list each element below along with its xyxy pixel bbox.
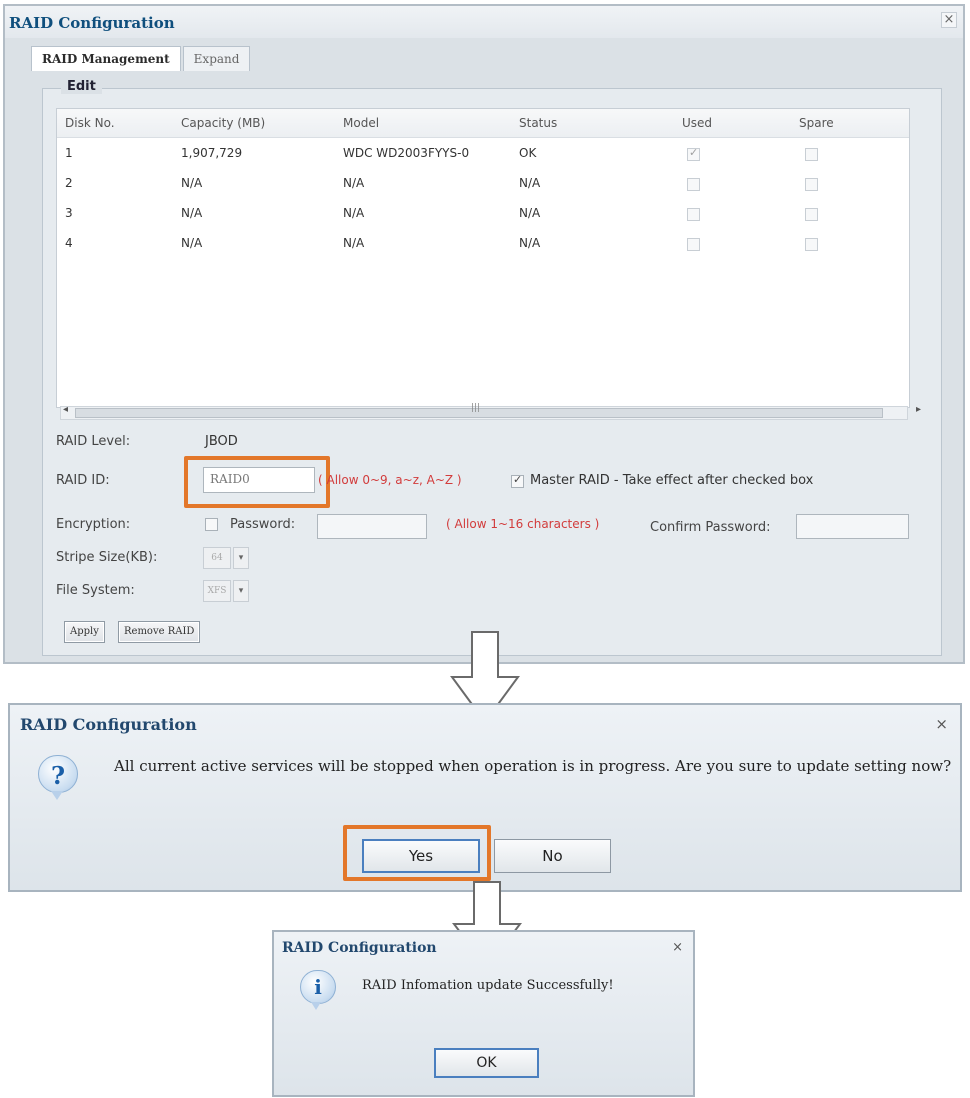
chevron-down-icon[interactable]: ▾ [233, 547, 249, 569]
confirm-message: All current active services will be stopped when operation is in progress. Are you sure to update setting now? [114, 757, 952, 775]
status: OK [519, 146, 537, 160]
window-title: RAID Configuration [9, 14, 175, 32]
table-row[interactable] [57, 139, 909, 169]
close-icon[interactable]: × [935, 715, 948, 733]
file-system-label: File System: [56, 583, 135, 598]
col-disk-no[interactable]: Disk No. [65, 116, 115, 130]
model: N/A [343, 176, 365, 190]
disk-table-header [57, 109, 909, 138]
edit-group-title: Edit [61, 79, 102, 94]
close-icon[interactable]: × [941, 12, 957, 28]
remove-raid-button[interactable]: Remove RAID [118, 621, 200, 643]
password-input[interactable] [317, 514, 427, 539]
spare-checkbox[interactable] [805, 238, 818, 251]
model: N/A [343, 206, 365, 220]
col-model[interactable]: Model [343, 116, 380, 130]
highlight-box-yes [343, 825, 491, 881]
spare-checkbox[interactable] [805, 178, 818, 191]
raid-id-input[interactable]: RAID0 [203, 467, 315, 493]
raid-id-label: RAID ID: [56, 473, 110, 488]
dialog-title: RAID Configuration [282, 940, 437, 956]
used-checkbox[interactable] [687, 208, 700, 221]
disk-no: 4 [65, 236, 73, 250]
tab-expand[interactable]: Expand [183, 46, 251, 71]
password-label: Password: [230, 517, 296, 532]
scroll-right-icon[interactable]: ▸ [915, 404, 921, 415]
table-row[interactable] [57, 229, 909, 259]
tab-bar [31, 46, 252, 72]
capacity: N/A [181, 206, 203, 220]
window-titlebar [5, 6, 963, 38]
no-button[interactable]: No [494, 839, 611, 873]
table-row[interactable] [57, 199, 909, 229]
used-checkbox[interactable] [687, 148, 700, 161]
used-checkbox[interactable] [687, 178, 700, 191]
spare-checkbox[interactable] [805, 208, 818, 221]
status: N/A [519, 176, 541, 190]
tab-raid-management[interactable]: RAID Management [31, 46, 181, 71]
question-icon [38, 755, 78, 793]
raid-level-value: JBOD [205, 434, 238, 449]
confirm-password-input[interactable] [796, 514, 909, 539]
stripe-size-value: 64 [203, 547, 231, 569]
question-glyph: ? [50, 761, 66, 790]
success-message: RAID Infomation update Successfully! [362, 978, 614, 993]
col-spare[interactable]: Spare [799, 116, 834, 130]
col-used[interactable]: Used [682, 116, 713, 130]
capacity: N/A [181, 236, 203, 250]
spare-checkbox[interactable] [805, 148, 818, 161]
status: N/A [519, 236, 541, 250]
status: N/A [519, 206, 541, 220]
file-system-value: XFS [203, 580, 231, 602]
model: N/A [343, 236, 365, 250]
stripe-size-select[interactable] [203, 547, 251, 569]
capacity: 1,907,729 [181, 146, 243, 160]
disk-no: 3 [65, 206, 73, 220]
capacity: N/A [181, 176, 203, 190]
encryption-checkbox[interactable] [205, 518, 218, 531]
scroll-grip-icon: ||| [471, 403, 481, 413]
chevron-down-icon[interactable]: ▾ [233, 580, 249, 602]
highlight-box-raid-id [184, 456, 330, 508]
master-raid-checkbox[interactable] [511, 475, 524, 488]
dialog-title: RAID Configuration [20, 715, 197, 734]
confirm-password-label: Confirm Password: [650, 520, 771, 535]
col-status[interactable]: Status [519, 116, 558, 130]
stripe-size-label: Stripe Size(KB): [56, 550, 158, 565]
encryption-label: Encryption: [56, 517, 131, 532]
close-icon[interactable]: × [672, 940, 683, 955]
info-icon [300, 970, 336, 1004]
used-checkbox[interactable] [687, 238, 700, 251]
ok-button[interactable]: OK [434, 1048, 539, 1078]
horizontal-scrollbar[interactable] [60, 403, 921, 420]
table-row[interactable] [57, 169, 909, 199]
col-capacity[interactable]: Capacity (MB) [181, 116, 266, 130]
disk-no: 1 [65, 146, 73, 160]
yes-button[interactable]: Yes [362, 839, 480, 873]
raid-level-label: RAID Level: [56, 434, 131, 449]
raid-id-hint: ( Allow 0~9, a~z, A~Z ) [318, 473, 462, 487]
info-glyph: i [314, 975, 322, 999]
file-system-select[interactable] [203, 580, 251, 602]
password-hint: ( Allow 1~16 characters ) [446, 517, 600, 531]
disk-table [56, 108, 910, 408]
disk-no: 2 [65, 176, 73, 190]
master-raid-label: Master RAID - Take effect after checked box [530, 473, 814, 488]
model: WDC WD2003FYYS-0 [343, 146, 470, 160]
apply-button[interactable]: Apply [64, 621, 105, 643]
scroll-left-icon[interactable]: ◂ [63, 404, 69, 415]
success-dialog [272, 930, 695, 1097]
